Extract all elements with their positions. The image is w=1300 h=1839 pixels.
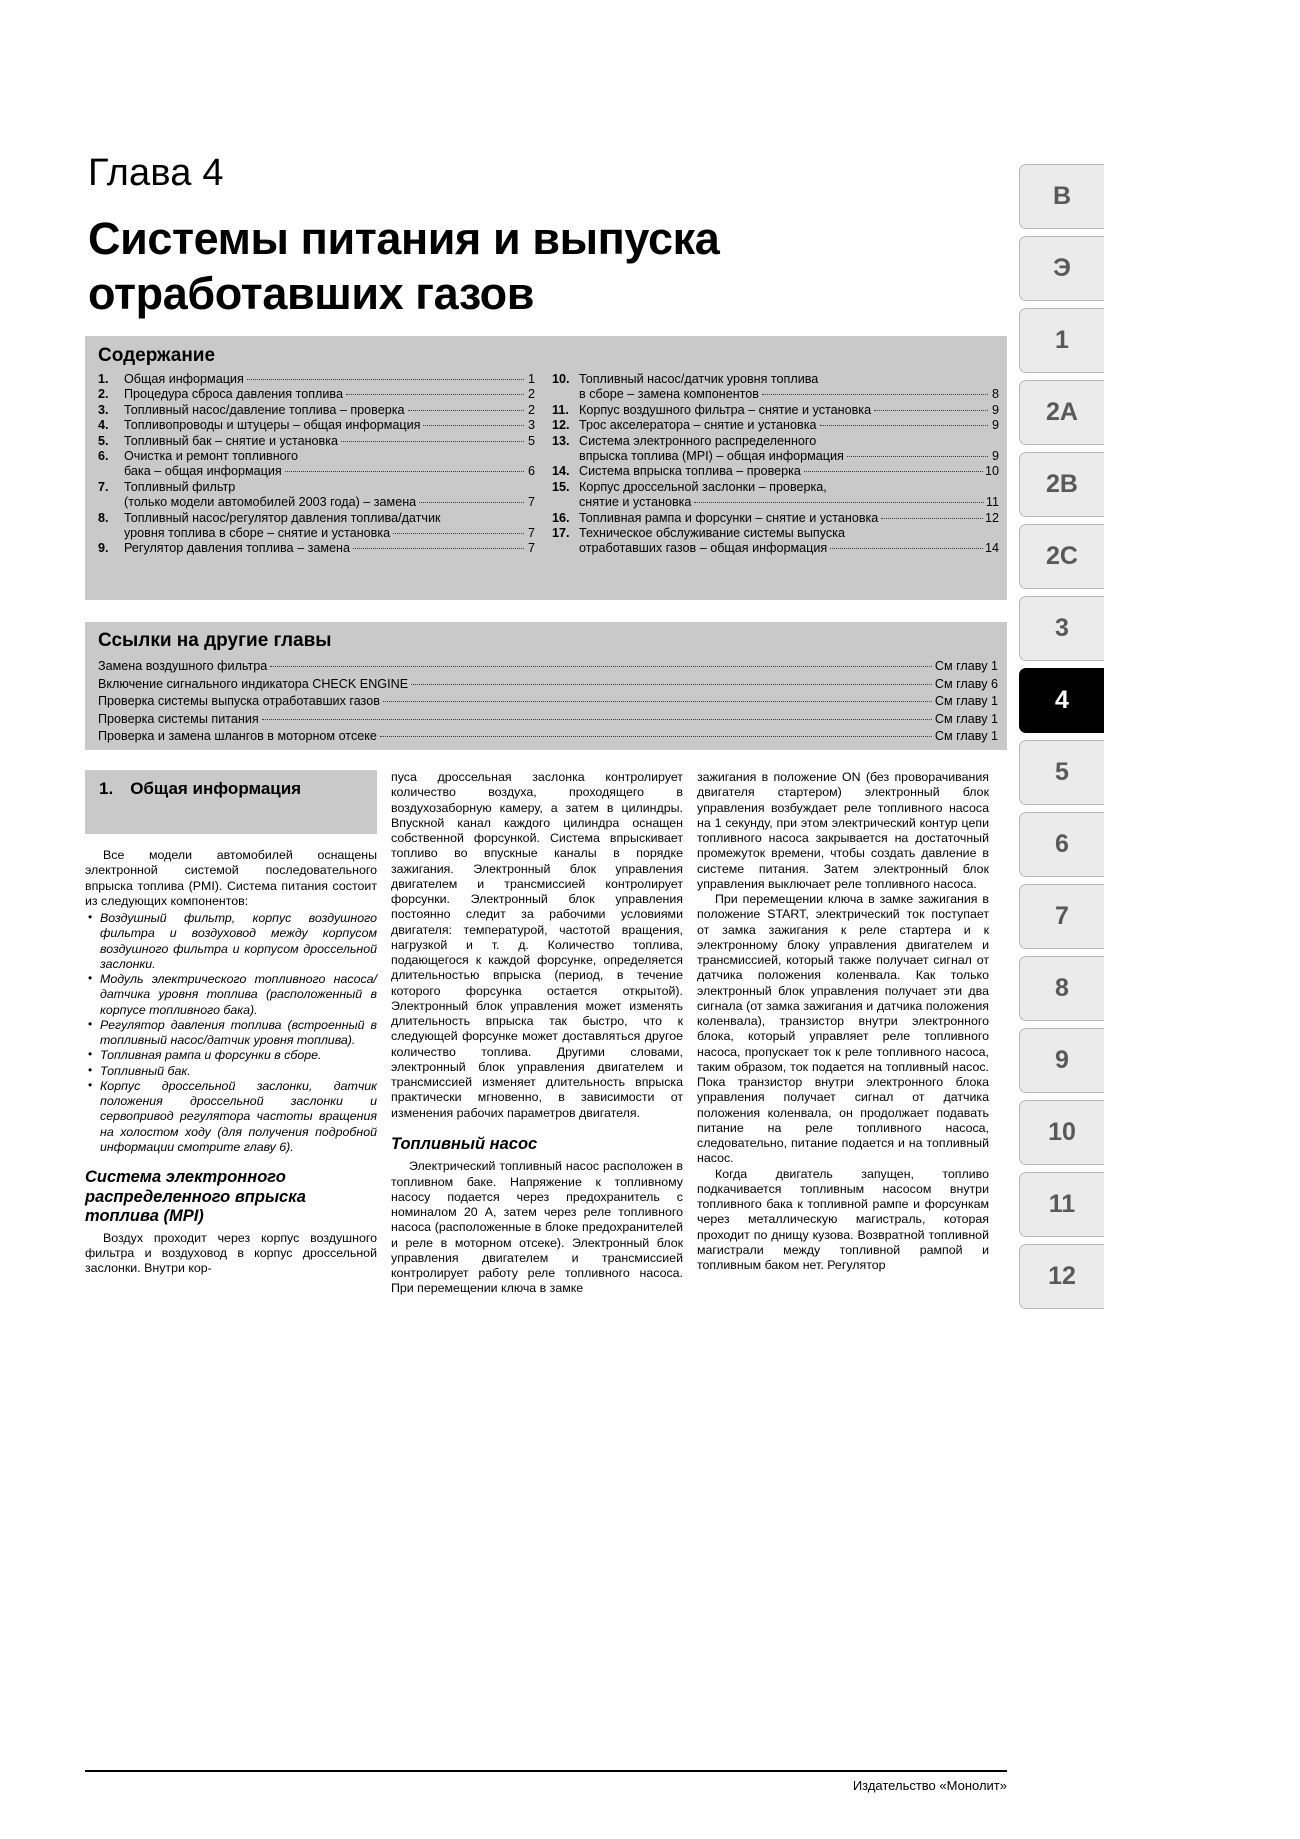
- contents-entry-label: уровня топлива в сборе – снятие и установка: [124, 526, 391, 541]
- column3-paragraph-1: зажигания в положение ON (без проворачивания двигателя стартером) электронный блок управления возбуждает реле топливного насоса на 1 секунду, при этом электрический контур цепи топливного насоса закрывается на достаточный промежуток времени, чтобы создать давление в системе питания. Затем электронный блок управления выключает реле топливного насоса.: [697, 770, 989, 891]
- contents-entry-body: [579, 526, 999, 557]
- fuel-pump-paragraph: Электрический топливный насос расположен в топливном баке. Напряжение к топливному насосу подается через предохранитель с номиналом 20 А, затем через реле топливного насоса (расположенные в блоке предохранителей и реле в моторном отсеке). Электронный блок управления двигателем и трансмиссией контролирует работу реле топливного насоса. При перемещении ключа в замке: [391, 1159, 683, 1296]
- leader-dots: [881, 518, 983, 519]
- chapter-tab-label: 6: [1055, 830, 1069, 858]
- contents-entry-page: 9: [991, 418, 999, 433]
- contents-entry-body: [579, 372, 999, 403]
- leader-dots: [270, 666, 932, 667]
- contents-entry-body: [579, 464, 999, 479]
- chapter-tab-label: 11: [1048, 1190, 1076, 1218]
- chapter-tab-4[interactable]: [1019, 668, 1104, 733]
- contents-entry-label: Топливный насос/регулятор давления топлива/датчик: [124, 510, 441, 525]
- contents-entry-body: [579, 434, 999, 465]
- leader-dots: [380, 736, 932, 737]
- section-1-heading: [99, 779, 301, 799]
- contents-entry-body: [579, 403, 999, 418]
- contents-entry[interactable]: [98, 480, 535, 511]
- chapter-tab-label: 1: [1055, 326, 1069, 354]
- chapter-tab-12[interactable]: [1019, 1244, 1104, 1309]
- contents-entry-number: 11.: [552, 402, 569, 417]
- contents-entry[interactable]: [98, 449, 535, 480]
- leader-dots: [408, 410, 524, 411]
- chapter-tab-label: 10: [1048, 1118, 1076, 1146]
- leader-dots: [341, 441, 524, 442]
- contents-entry-number: 2.: [98, 387, 109, 402]
- body-column-1: [85, 848, 377, 1276]
- contents-entry[interactable]: [98, 541, 535, 556]
- contents-entry-label: Топливный насос/давление топлива – проверка: [124, 402, 405, 417]
- contents-entry-number: 3.: [98, 402, 109, 417]
- cross-references-list: [98, 658, 998, 746]
- contents-entry-number: 4.: [98, 418, 109, 433]
- contents-entry[interactable]: [98, 434, 535, 449]
- contents-entry-page: 3: [527, 418, 535, 433]
- contents-entry-label: Топливная рампа и форсунки – снятие и установка: [579, 510, 879, 525]
- chapter-tab-2А[interactable]: [1019, 380, 1104, 445]
- contents-entry-number: 9.: [98, 541, 109, 556]
- leader-dots: [346, 394, 524, 395]
- cross-reference-target: См главу 1: [934, 729, 998, 744]
- contents-entry-page: 5: [527, 433, 535, 448]
- chapter-tab-1[interactable]: [1019, 308, 1104, 373]
- leader-dots: [874, 410, 988, 411]
- contents-entry-label: Корпус дроссельной заслонки – проверка,: [579, 479, 827, 494]
- body-column-2: [391, 770, 683, 1297]
- contents-entry-body: [579, 511, 999, 526]
- contents-entry-label: Трос акселератора – снятие и установка: [579, 418, 817, 433]
- chapter-tab-label: 8: [1055, 974, 1069, 1002]
- contents-entry-label: Топливопроводы и штуцеры – общая информация: [124, 418, 421, 433]
- contents-entry-body: [124, 418, 535, 433]
- contents-entry-label: (только модели автомобилей 2003 года) – замена: [124, 495, 417, 510]
- chapter-tab-label: 2В: [1046, 470, 1078, 498]
- contents-entry-label: отработавших газов – общая информация: [579, 541, 828, 556]
- cross-reference-target: См главу 6: [934, 676, 998, 691]
- list-item: • Топливная рампа и форсунки в сборе.: [85, 1048, 377, 1063]
- list-item: • Воздушный фильтр, корпус воздушного фильтра и воздуховод между корпусом воздушного фильтра и корпусом дроссельной заслонки.: [85, 911, 377, 972]
- chapter-tab-10[interactable]: [1019, 1100, 1104, 1165]
- chapter-tab-3[interactable]: [1019, 596, 1104, 661]
- leader-dots: [383, 701, 932, 702]
- contents-entry-label: бака – общая информация: [124, 464, 282, 479]
- contents-entry[interactable]: [552, 418, 999, 433]
- contents-entry-number: 12.: [552, 418, 570, 433]
- contents-entry[interactable]: [552, 372, 999, 403]
- contents-entry-body: [124, 403, 535, 418]
- contents-entry-label: Топливный бак – снятие и установка: [124, 433, 339, 448]
- cross-reference-label: Замена воздушного фильтра: [98, 659, 268, 673]
- contents-entry-number: 13.: [552, 433, 570, 448]
- chapter-tab-7[interactable]: [1019, 884, 1104, 949]
- contents-entry-number: 7.: [98, 479, 109, 494]
- mpi-continuation-paragraph: пуса дроссельная заслонка контролирует количество воздуха, проходящего в воздухозаборную камеру, а затем в цилиндры. Впускной канал каждого цилиндра оснащен собственной форсункой. Система впрыскивает топливо во впускные каналы в порядке зажигания. Электронный блок управления двигателем и трансмиссией контролирует форсунки. Электронный блок управления постоянно следит за рабочими условиями двигателя: температурой, частотой вращения, нагрузкой и т. д. Количество топлива, подающегося к каждой форсунке, определяется длительностью впрыска (период, в течение которого форсунка остается открытой). Электронный блок управления может изменять длительность впрыска так быстро, что к следующей форсунке может доставляться другое количество топлива. Другими словами, электронный блок управления двигателем и трансмиссией изменяет длительность впрыска практически мгновенно, в зависимости от изменения рабочих параметров двигателя.: [391, 770, 683, 1120]
- list-item: • Топливный бак.: [85, 1064, 377, 1079]
- leader-dots: [762, 394, 988, 395]
- contents-entry-number: 5.: [98, 433, 109, 448]
- chapter-tab-label: 5: [1055, 758, 1069, 786]
- contents-entry-body: [124, 541, 535, 556]
- cross-reference-target: См главу 1: [934, 694, 998, 709]
- contents-entry-body: [124, 434, 535, 449]
- page-title: Системы питания и выпуска отработавших газов: [88, 213, 720, 319]
- contents-entry-label: Очистка и ремонт топливного: [124, 449, 298, 464]
- chapter-tab-label: 2А: [1046, 398, 1078, 426]
- contents-entry[interactable]: [552, 511, 999, 526]
- chapter-tab-2В[interactable]: [1019, 452, 1104, 517]
- contents-entry-body: [124, 372, 535, 387]
- contents-entry-page: 2: [527, 402, 535, 417]
- leader-dots: [419, 502, 524, 503]
- chapter-tab-label: 12: [1048, 1262, 1076, 1290]
- column3-paragraph-3: Когда двигатель запущен, топливо подкачивается топливным насосом внутри топливного бака к топливной рампе и форсункам через металлическую магистраль, которая проходит по днищу кузова. Возвратной топливной магистрали между топливной рампой и топливным баком нет. Регулятор: [697, 1166, 989, 1272]
- leader-dots: [694, 502, 983, 503]
- contents-entry[interactable]: [98, 511, 535, 542]
- list-item: • Регулятор давления топлива (встроенный в топливный насос/датчик уровня топлива).: [85, 1018, 377, 1049]
- mpi-paragraph: Воздух проходит через корпус воздушного фильтра и воздуховод в корпус дроссельной заслонки. Внутри кор-: [85, 1230, 377, 1275]
- chapter-tab-label: 9: [1055, 1046, 1069, 1074]
- contents-entry-number: 10.: [552, 372, 570, 386]
- contents-entry-label: Регулятор давления топлива – замена: [124, 541, 350, 556]
- contents-entry-page: 7: [527, 526, 535, 541]
- leader-dots: [830, 548, 983, 549]
- contents-entry-page: 9: [991, 402, 999, 417]
- contents-entry-page: 7: [527, 541, 535, 556]
- contents-entry-number: 14.: [552, 464, 570, 479]
- contents-entry[interactable]: [552, 434, 999, 465]
- chapter-tab-5[interactable]: [1019, 740, 1104, 805]
- contents-entry-page: 10: [984, 464, 999, 479]
- contents-entry-label: Система впрыска топлива – проверка: [579, 464, 801, 479]
- leader-dots: [353, 548, 524, 549]
- component-bullet-list: [85, 911, 377, 1155]
- chapter-tab-label: В: [1052, 182, 1072, 210]
- contents-entry[interactable]: [552, 480, 999, 511]
- column3-paragraph-2: При перемещении ключа в замке зажигания в положение START, электрический ток поступает от замка зажигания к реле стартера и к электронному блоку управления двигателем и трансмиссией, который также получает сигнал от датчика положения коленвала. Как только электронный блок управления получает эти два сигнала (от замка зажигания и датчика положения коленвала), транзистор внутри электронного блока, который управляет реле топливного насоса, пропускает ток к реле топливного насоса, таким образом, ток подается на топливный насос. Пока транзистор внутри электронного блока управления получает сигнал от датчика положения коленвала, он продолжает подавать питание на реле топливного насоса, следовательно, питание подается и на топливный насос.: [697, 892, 989, 1166]
- section-1-title: Общая информация: [130, 779, 302, 798]
- cross-reference-label: Проверка системы питания: [98, 711, 259, 726]
- section-1-intro: Все модели автомобилей оснащены электронной системой последовательного впрыска топлива (PMI). Система питания состоит из следующих компонентов:: [85, 848, 377, 908]
- chapter-tab-label: 4: [1055, 686, 1069, 714]
- leader-dots: [411, 684, 932, 685]
- contents-entry-number: 17.: [552, 526, 570, 541]
- leader-dots: [393, 533, 524, 534]
- leader-dots: [804, 471, 983, 472]
- chapter-kicker: Глава 4: [88, 152, 224, 194]
- contents-column-left: [98, 372, 535, 557]
- contents-entry-number: 8.: [98, 510, 109, 525]
- contents-entry-page: 11: [985, 495, 999, 510]
- contents-entry-label: Топливный фильтр: [124, 479, 236, 494]
- contents-entry-body: [124, 449, 535, 480]
- chapter-tab-label: 7: [1055, 902, 1069, 930]
- contents-entry-page: 6: [527, 464, 535, 479]
- contents-entry-body: [579, 480, 999, 511]
- contents-entry-body: [124, 511, 535, 542]
- cross-reference-target: См главу 1: [934, 659, 998, 673]
- cross-reference-row[interactable]: [98, 693, 998, 711]
- contents-entry-page: 9: [991, 449, 999, 464]
- chapter-tab-label: 2С: [1046, 542, 1078, 570]
- contents-column-right: [552, 372, 999, 557]
- contents-entry[interactable]: [98, 387, 535, 402]
- cross-reference-row[interactable]: [98, 711, 998, 729]
- contents-entry-label: Система электронного распределенного: [579, 433, 817, 448]
- contents-entry[interactable]: [552, 403, 999, 418]
- section-1-number: 1.: [99, 779, 114, 798]
- contents-entry[interactable]: [552, 526, 999, 557]
- leader-dots: [423, 425, 524, 426]
- contents-entry-number: 16.: [552, 510, 570, 525]
- cross-reference-row[interactable]: [98, 728, 998, 746]
- contents-heading: Содержание: [98, 345, 216, 366]
- cross-reference-row[interactable]: [98, 658, 998, 676]
- contents-entry-number: 15.: [552, 479, 570, 494]
- chapter-tab-2С[interactable]: [1019, 524, 1104, 589]
- chapter-tab-index: [1019, 164, 1103, 1316]
- body-column-3: [697, 770, 989, 1273]
- list-item: • Корпус дроссельной заслонки, датчик положения дроссельной заслонки и сервопривод регулятора частоты вращения на холостом ходу (для получения подробной информации смотрите главу 6).: [85, 1079, 377, 1155]
- contents-entry-body: [124, 480, 535, 511]
- contents-entry-label: снятие и установка: [579, 495, 692, 510]
- leader-dots: [247, 379, 524, 380]
- leader-dots: [820, 425, 989, 426]
- contents-entry-label: впрыска топлива (MPI) – общая информация: [579, 449, 844, 464]
- cross-reference-label: Включение сигнального индикатора CHECK ENGINE: [98, 676, 409, 691]
- contents-entry-page: 14: [984, 541, 999, 556]
- contents-entry-page: 2: [527, 387, 535, 402]
- chapter-tab-6[interactable]: [1019, 812, 1104, 877]
- contents-entry-page: 1: [527, 372, 535, 386]
- publisher-footer: Издательство «Монолит»: [852, 1778, 1007, 1793]
- contents-entry-number: 1.: [98, 372, 109, 386]
- contents-entry[interactable]: [98, 372, 535, 387]
- leader-dots: [847, 456, 988, 457]
- chapter-tab-label: 3: [1055, 614, 1069, 642]
- contents-entry-number: 6.: [98, 449, 109, 464]
- chapter-tab-Э[interactable]: [1019, 236, 1104, 301]
- contents-entry[interactable]: [98, 403, 535, 418]
- contents-entry-page: 7: [527, 495, 535, 510]
- mpi-subheading: Система электронного распределенного впрыска топлива (MPI): [85, 1168, 306, 1225]
- fuel-pump-subheading: Топливный насос: [391, 1134, 538, 1153]
- chapter-tab-8[interactable]: [1019, 956, 1104, 1021]
- cross-reference-label: Проверка системы выпуска отработавших газов: [98, 694, 380, 709]
- chapter-tab-11[interactable]: [1019, 1172, 1104, 1237]
- cross-reference-row[interactable]: [98, 676, 998, 694]
- list-item: • Модуль электрического топливного насоса/датчика уровня топлива (расположенный в корпусе топливного бака).: [85, 972, 377, 1018]
- cross-reference-target: См главу 1: [934, 711, 998, 726]
- contents-entry-label: Топливный насос/датчик уровня топлива: [579, 372, 819, 386]
- footer-divider: [85, 1770, 1007, 1772]
- contents-entry-label: Процедура сброса давления топлива: [124, 387, 343, 402]
- contents-entry-page: 8: [991, 387, 999, 402]
- cross-reference-label: Проверка и замена шлангов в моторном отсеке: [98, 729, 377, 744]
- contents-entry[interactable]: [98, 418, 535, 433]
- contents-entry-page: 12: [984, 510, 999, 525]
- contents-entry-label: Корпус воздушного фильтра – снятие и установка: [579, 402, 872, 417]
- contents-entry-body: [579, 418, 999, 433]
- contents-entry-label: Общая информация: [124, 372, 244, 386]
- chapter-tab-9[interactable]: [1019, 1028, 1104, 1093]
- contents-entry[interactable]: [552, 464, 999, 479]
- chapter-tab-label: Э: [1053, 254, 1071, 282]
- chapter-tab-В[interactable]: [1019, 164, 1104, 229]
- leader-dots: [285, 471, 524, 472]
- contents-entry-label: в сборе – замена компонентов: [579, 387, 759, 402]
- leader-dots: [262, 719, 932, 720]
- cross-references-heading: Ссылки на другие главы: [98, 630, 332, 651]
- contents-entry-body: [124, 387, 535, 402]
- contents-entry-label: Техническое обслуживание системы выпуска: [579, 526, 845, 541]
